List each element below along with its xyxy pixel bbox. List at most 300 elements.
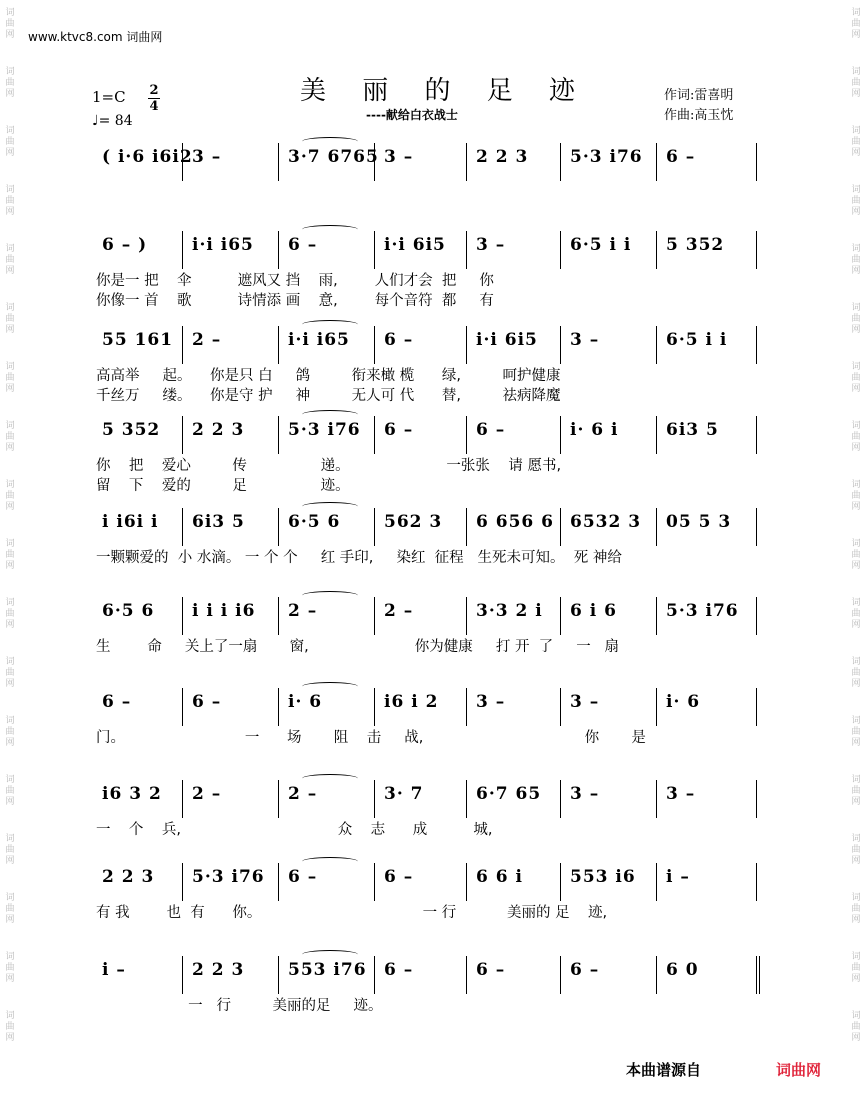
watermark-char: 曲 [5,373,15,383]
watermark-char: 曲 [5,1022,15,1032]
watermark-char: 网 [851,207,861,217]
bar-line [278,508,279,546]
watermark-group [2,67,18,126]
watermark-char: 词 [851,657,861,667]
bar-line [560,863,561,901]
watermark-char: 词 [5,952,15,962]
bar-line [278,863,279,901]
measure: 5·3 i76 [288,420,361,440]
watermark-char: 网 [5,974,15,984]
lyricist-credit: 作词:雷喜明 [664,88,734,103]
bar-line [756,780,757,818]
slur-mark [302,320,358,329]
watermark-char: 网 [851,974,861,984]
measure: 2 – [192,330,222,350]
measure: 6 0 [666,960,699,980]
watermark-char: 曲 [5,432,15,442]
watermark-group [2,362,18,421]
lyric-line: 一 个 兵, 众 志 成 城, [96,822,493,838]
lyric-line: 你 把 爱心 传 递。 一张张 请 愿书, [96,458,562,474]
watermark-char: 曲 [5,668,15,678]
bar-line [656,416,657,454]
watermark-char: 曲 [851,491,861,501]
measure: 6 – [666,147,696,167]
watermark-char: 词 [5,362,15,372]
notes-line [0,960,866,990]
measure: 6·7 65 [476,784,542,804]
lyric-line: 留 下 爱的 足 迹。 [96,478,350,494]
bar-line [560,326,561,364]
measure: 2 – [384,601,414,621]
measure: 6 – [288,867,318,887]
measure: 3 – [570,784,600,804]
measure: i·i 6i5 [476,330,538,350]
watermark-char: 网 [851,738,861,748]
watermark-group [848,716,864,775]
watermark-char: 词 [851,775,861,785]
notes-line [0,330,866,360]
bar-line [656,231,657,269]
watermark-char: 曲 [851,550,861,560]
watermark-char: 曲 [5,550,15,560]
bar-line [278,956,279,994]
bar-line [278,416,279,454]
watermark-char: 词 [5,67,15,77]
measure: 553 i6 [570,867,636,887]
watermark-char: 网 [851,856,861,866]
watermark-char: 网 [851,502,861,512]
watermark-char: 曲 [851,314,861,324]
bar-line [560,416,561,454]
bar-line [756,416,757,454]
watermark-char: 词 [851,598,861,608]
watermark-char: 网 [851,266,861,276]
watermark-group [2,716,18,775]
bar-line [374,416,375,454]
watermark-char: 词 [5,303,15,313]
bar-line [466,508,467,546]
watermark-char: 词 [5,480,15,490]
watermark-char: 网 [851,325,861,335]
bar-line [756,143,757,181]
bar-line [756,231,757,269]
watermark-char: 网 [5,679,15,689]
bar-line [466,956,467,994]
measure: 3· 7 [384,784,424,804]
measure: 562 3 [384,512,443,532]
watermark-char: 网 [5,325,15,335]
watermark-char: 词 [5,244,15,254]
composer-credit: 作曲:高玉忱 [664,108,734,123]
watermark-char: 词 [5,716,15,726]
watermark-char: 词 [851,1011,861,1021]
watermark-char: 曲 [851,19,861,29]
bar-line [656,326,657,364]
bar-line [656,956,657,994]
watermark-char: 曲 [851,904,861,914]
slur-mark [302,591,358,600]
lyric-line: 千丝万 缕。 你是守 护 神 无人可 代 替, 祛病降魔 [96,388,561,404]
measure: 3 – [476,692,506,712]
watermark-char: 曲 [5,196,15,206]
watermark-char: 曲 [851,668,861,678]
watermark-char: 词 [851,952,861,962]
bar-line [182,780,183,818]
watermark-char: 网 [851,384,861,394]
bar-line [374,688,375,726]
bar-line [560,688,561,726]
bar-line [756,326,757,364]
watermark-char: 网 [5,856,15,866]
watermark-group [848,1011,864,1070]
watermark-char: 曲 [851,1022,861,1032]
watermark-group [848,539,864,598]
bar-line [756,597,757,635]
watermark-char: 词 [5,775,15,785]
bar-line [182,326,183,364]
watermark-char: 网 [5,738,15,748]
watermark-char: 曲 [5,255,15,265]
watermark-char: 曲 [5,19,15,29]
measure: 2 – [288,601,318,621]
measure: 6 i 6 [570,601,617,621]
bar-line [466,416,467,454]
watermark-char: 网 [851,915,861,925]
watermark-char: 词 [5,539,15,549]
watermark-char: 网 [5,620,15,630]
watermark-char: 网 [851,1033,861,1043]
song-subtitle: ----献给白衣战士 [366,108,458,122]
measure: 3 – [384,147,414,167]
watermark-char: 曲 [851,196,861,206]
measure: 6 – [476,420,506,440]
watermark-char: 词 [5,657,15,667]
bar-line [374,231,375,269]
key-signature: 1=C [92,88,126,106]
bar-line [560,597,561,635]
measure: i·i i65 [288,330,350,350]
notes-line [0,692,866,722]
bar-line [182,956,183,994]
watermark-char: 曲 [5,963,15,973]
lyric-line: 你像一 首 歌 诗情添 画 意, 每个音符 都 有 [96,293,494,309]
lyric-line: 门。 一 场 阻 击 战, 你 是 [96,730,646,746]
bar-line [560,508,561,546]
watermark-char: 词 [5,1011,15,1021]
measure: 3 – [570,330,600,350]
measure: i – [102,960,126,980]
bar-line [182,231,183,269]
watermark-group [848,67,864,126]
lyric-line: 一颗颗爱的 小 水滴。 一 个 个 红 手印, 染红 征程 生死未可知。 死 神给 [96,550,622,566]
bar-line [560,956,561,994]
watermark-group [2,539,18,598]
measure: 6·5 6 [288,512,341,532]
bar-line [374,326,375,364]
bar-line [374,143,375,181]
watermark-group [2,1011,18,1070]
measure: 3 – [666,784,696,804]
watermark-char: 词 [851,8,861,18]
watermark-char: 词 [5,8,15,18]
bar-line [560,231,561,269]
watermark-char: 曲 [5,314,15,324]
bar-line [182,143,183,181]
song-title: 美 丽 的 足 迹 [300,76,590,106]
watermark-char: 词 [5,185,15,195]
measure: 6 6 i [476,867,523,887]
measure: 5 352 [666,235,725,255]
measure: 2 2 3 [192,960,245,980]
watermark-char: 网 [5,207,15,217]
measure: 6 – [384,960,414,980]
slur-mark [302,502,358,511]
bar-line [278,597,279,635]
bar-line [182,597,183,635]
bar-line [182,863,183,901]
meter-bottom: 4 [149,99,159,114]
bar-line [656,508,657,546]
watermark-char: 曲 [5,727,15,737]
measure: i6 i 2 [384,692,439,712]
measure: 6 – [476,960,506,980]
watermark-char: 曲 [851,432,861,442]
site-url[interactable]: www.ktvc8.com 词曲网 [28,30,163,44]
bar-line [756,863,757,901]
bar-line [278,143,279,181]
bar-line [278,231,279,269]
watermark-char: 词 [5,834,15,844]
notes-line [0,147,866,177]
watermark-char: 词 [851,244,861,254]
slur-mark [302,137,358,146]
measure: i6 3 2 [102,784,162,804]
measure: 2 – [288,784,318,804]
watermark-char: 网 [5,915,15,925]
measure: 553 i76 [288,960,367,980]
measure: 6 – ) [102,235,148,255]
watermark-char: 词 [5,598,15,608]
watermark-char: 曲 [851,137,861,147]
measure: 2 2 3 [192,420,245,440]
bar-line [278,688,279,726]
watermark-char: 曲 [851,255,861,265]
watermark-char: 网 [5,502,15,512]
measure: 3 – [570,692,600,712]
bar-line [374,780,375,818]
measure: 5·3 i76 [570,147,643,167]
watermark-char: 网 [5,1033,15,1043]
bar-line [756,688,757,726]
watermark-char: 网 [851,561,861,571]
watermark-char: 曲 [851,963,861,973]
watermark-char: 网 [851,89,861,99]
measure: 3 – [192,147,222,167]
notes-line [0,601,866,631]
watermark-group [2,0,18,67]
brand-link[interactable]: 词曲网 [776,1061,822,1079]
watermark-char: 网 [5,561,15,571]
measure: i i i i6 [192,601,256,621]
notes-line [0,512,866,542]
watermark-char: 曲 [851,78,861,88]
watermark-char: 曲 [5,609,15,619]
measure: 55 161 [102,330,174,350]
source-note: 本曲谱源自 [626,1061,702,1079]
measure: 6 – [102,692,132,712]
measure: 6 – [384,867,414,887]
slur-mark [302,410,358,419]
measure: 6i3 5 [192,512,245,532]
measure: i· 6 [666,692,701,712]
watermark-char: 词 [851,893,861,903]
watermark-char: 词 [851,185,861,195]
watermark-char: 词 [5,893,15,903]
watermark-char: 网 [851,797,861,807]
watermark-char: 词 [851,539,861,549]
bar-line [656,863,657,901]
measure: i·i 6i5 [384,235,446,255]
watermark-char: 曲 [851,786,861,796]
watermark-char: 曲 [5,491,15,501]
watermark-char: 网 [5,384,15,394]
measure: 5·3 i76 [666,601,739,621]
watermark-char: 网 [5,30,15,40]
measure: 6i3 5 [666,420,719,440]
watermark-char: 曲 [851,845,861,855]
slur-mark [302,225,358,234]
watermark-group [848,893,864,952]
bar-line [374,597,375,635]
bar-line [656,780,657,818]
measure: 6 – [288,235,318,255]
watermark-group [2,893,18,952]
lyric-line: 有 我 也 有 你。 一 行 美丽的 足 迹, [96,905,608,921]
measure: 2 2 3 [476,147,529,167]
watermark-char: 曲 [5,78,15,88]
bar-line [656,143,657,181]
watermark-char: 词 [5,421,15,431]
measure: 2 – [192,784,222,804]
notes-line [0,420,866,450]
measure: 6 656 6 [476,512,554,532]
measure: 05 5 3 [666,512,732,532]
bar-line [182,508,183,546]
watermark-char: 曲 [851,373,861,383]
watermark-char: 曲 [5,137,15,147]
watermark-char: 词 [851,362,861,372]
watermark-char: 网 [5,266,15,276]
slur-mark [302,774,358,783]
watermark-char: 词 [851,421,861,431]
bar-line [278,326,279,364]
measure: 6·5 i i [666,330,728,350]
lyric-line: 你是一 把 伞 遮风又 挡 雨, 人们才会 把 你 [96,273,494,289]
bar-line [374,508,375,546]
bar-line [756,508,757,546]
time-signature [148,84,160,113]
watermark-char: 网 [5,797,15,807]
bar-line [466,326,467,364]
bar-line [466,688,467,726]
watermark-char: 词 [5,126,15,136]
measure: 6·5 6 [102,601,155,621]
lyric-line: 一 行 美丽的足 迹。 [96,998,383,1014]
watermark-group [848,0,864,67]
bar-line [466,143,467,181]
measure: i i6i i [102,512,159,532]
meter-top: 2 [149,83,159,98]
bar-line [560,143,561,181]
bar-line [466,863,467,901]
measure: 6 – [384,420,414,440]
bar-line [466,780,467,818]
bar-line [374,863,375,901]
measure: 6532 3 [570,512,642,532]
watermark-char: 网 [5,89,15,99]
watermark-char: 网 [5,443,15,453]
bar-line [374,956,375,994]
watermark-char: 曲 [851,727,861,737]
bar-line [466,597,467,635]
notes-line [0,867,866,897]
watermark-char: 词 [851,834,861,844]
watermark-char: 曲 [5,786,15,796]
watermark-char: 曲 [5,904,15,914]
watermark-char: 词 [851,480,861,490]
measure: i·i i65 [192,235,254,255]
measure: 5·3 i76 [192,867,265,887]
watermark-char: 网 [851,620,861,630]
bar-line [278,780,279,818]
measure: i – [666,867,690,887]
bar-line [182,416,183,454]
watermark-char: 网 [851,443,861,453]
watermark-char: 词 [851,303,861,313]
bar-line [560,780,561,818]
bar-line [656,597,657,635]
watermark-char: 网 [851,30,861,40]
measure: 3·3 2 i [476,601,543,621]
final-bar-line [756,956,760,994]
measure: 3·7 6765 [288,147,379,167]
measure: 6 – [570,960,600,980]
watermark-char: 词 [851,126,861,136]
lyric-line: 生 命 关上了一扇 窗, 你为健康 打 开 了 一 扇 [96,639,620,655]
measure: 2 2 3 [102,867,155,887]
measure: 6 – [192,692,222,712]
bar-line [656,688,657,726]
measure: 6·5 i i [570,235,632,255]
watermark-char: 网 [851,148,861,158]
watermark-char: 曲 [5,845,15,855]
measure: ( i·6 i6i2 [102,147,193,167]
notes-line [0,235,866,265]
measure: i· 6 i [570,420,619,440]
slur-mark [302,682,358,691]
bar-line [466,231,467,269]
watermark-char: 词 [851,716,861,726]
notes-line [0,784,866,814]
watermark-char: 曲 [851,609,861,619]
watermark-char: 网 [851,679,861,689]
lyric-line: 高高举 起。 你是只 白 鸽 衔来橄 榄 绿, 呵护健康 [96,368,561,384]
measure: 6 – [384,330,414,350]
watermark-group [848,362,864,421]
bar-line [182,688,183,726]
measure: i· 6 [288,692,323,712]
slur-mark [302,950,358,959]
